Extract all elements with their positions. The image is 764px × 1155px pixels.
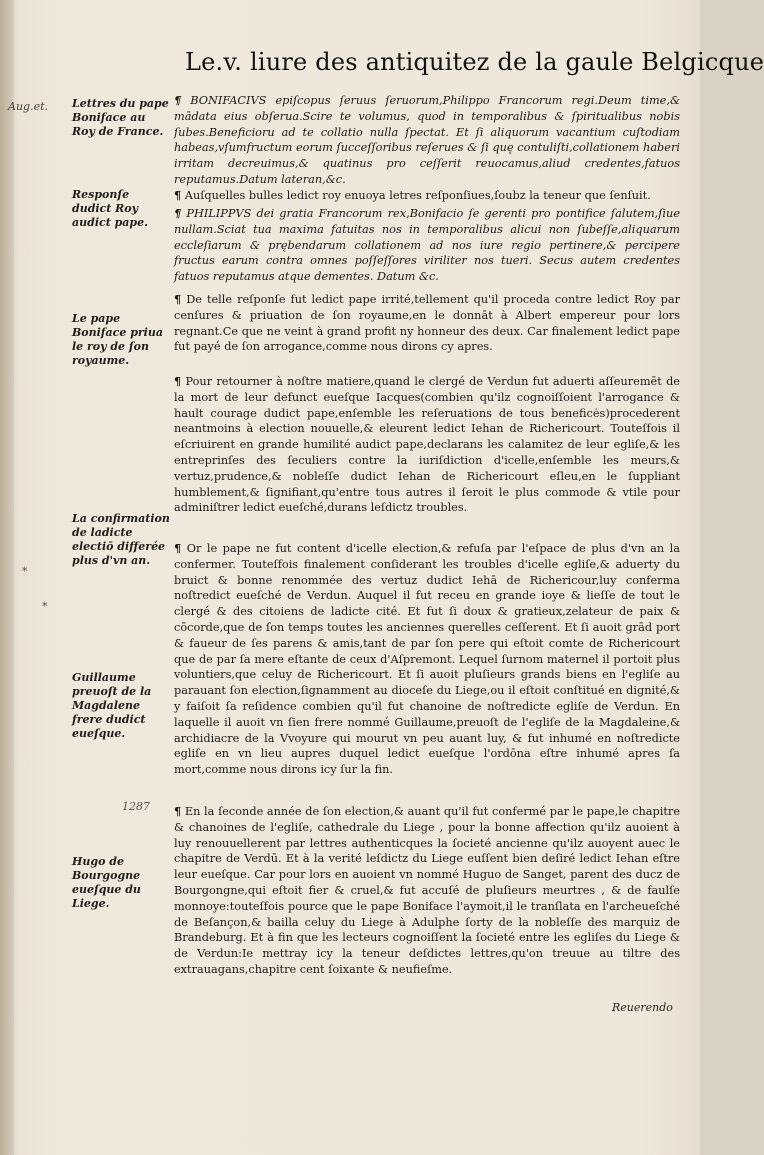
margin-note: Responſe dudict Roy audict pape. [72, 188, 148, 229]
margin-note: Guillaume preuoſt de la Magdalene frere dudict eueſque. [72, 671, 152, 740]
pilcrow-mark: ¶ [174, 206, 182, 220]
pilcrow-mark: ¶ [174, 804, 182, 818]
margin-note: Lettres du pape Boniface au Roy de France. [72, 97, 169, 138]
page-header-title: Le.v. liure des antiquitez de la gaule Belgicque [185, 48, 764, 76]
pilcrow-mark: ¶ [174, 292, 182, 306]
margin-note: Hugo de Bourgogne eueſque du Liege. [72, 855, 141, 910]
margin-mark: * [42, 600, 48, 613]
paragraph [174, 188, 680, 204]
handwritten-date-mark: 1287 [122, 800, 150, 813]
pilcrow-mark: ¶ [174, 188, 182, 202]
paragraph-text: Auſquelles bulles ledict roy enuoya letres reſponſiues,ſoubz la teneur que ſenſuit. [184, 189, 651, 202]
paragraph [174, 206, 680, 285]
pilcrow-mark: ¶ [174, 541, 182, 555]
catchword: Reuerendo [612, 1001, 673, 1014]
paragraph-text: Pour retourner à noſtre matiere,quand le clergé de Verdun fut aduerti aſſeuremēt de la mort de leur defunct eueſque Iacques(combien qu'ilz cognoiſſoient l'arrogance & hault courage dudict pape,enſemble les reſeruations de tous beneficės)procederent neantmoins à election nouuelle,& eleurent ledict Iehan de Richericourt. Touteſfois il eſcriuirent en grande humilité audict pape,declarans les calamitez de leur egliſe,& les entreprinſes des ſeculiers contre la iuriſdiction d'icelle,enſemble les meurs,& vertuz,prudence,& nobleſſe dudict Iehan de Richericourt eſleu,en le ſuppliant humblement,& ſignifiant,qu'entre tous autres il ſeroit le plus commode & vtile pour adminiſtrer ledict eueſché,durans leſdictz troubles. [174, 375, 680, 515]
paragraph-text: Or le pape ne fut content d'icelle election,& refuſa par l'eſpace de plus d'vn an la confermer. Touteſfois finalement conſiderant les troubles d'icelle egliſe,& aduerty du bruict & bonne renommée des vertuz dudict Iehā de Richericour,luy conferma noſtredict eueſché de Verdun. Auquel il fut receu en grande ioye & lieſſe de tout le clergé & des citoiens de ladicte cité. Et fut ſi doux & gratieux,zelateur de paix & cōcorde,que de ſon temps toutes les anciennes querelles ceſſerent. Et ſi auoit grād port & faueur de ſes parens & amis,tant de par ſon pere qui eſtoit comte de Richericourt que de par ſa mere eſtante de ceux d'Aſpremont. Lequel ſurnom maternel il portoit plus voluntiers,que celuy de Richericourt. Et ſi auoit pluſieurs grands biens en l'egliſe au parauant ſon election,ſignamment au dioceſe du Liege,ou il eſtoit conſtitué en dignité,& y faiſoit ſa reſidence combien qu'il fut chanoine de noſtredicte egliſe de Verdun. En laquelle il auoit vn ſien frere nommé Guillaume,preuoſt de l'egliſe de la Magdaleine,& archidiacre de la Vvoyure qui mourut vn peu auant luy, & fut inhumé en noſtredicte egliſe en vn lieu aupres duquel ledict eueſque l'ordōna eſtre inhumé apres ſa mort,comme nous dirons icy ſur la fin. [174, 542, 681, 777]
paragraph-text: PHILIPPVS dei gratia Francorum rex,Bonifacio ſe gerenti pro pontifice ſalutem,ſiue nullam.Sciat tua maxima fatuitas nos in temporalibus alicui non ſubeſſe,aliquarum eccleſiarum & prębendarum collationem ad nos iure regio pertinere,& percipere fructus earum contra omnes poſſeſſores viriliter nos tueri. Secus autem credentes fatuos reputamus atque dementes. Datum &c. [174, 207, 681, 284]
pilcrow-mark: ¶ [174, 93, 182, 107]
binding-gutter [0, 0, 14, 1155]
margin-note: La confirmation de ladicte electiō differée plus d'vn an. [72, 512, 170, 567]
paragraph-text: BONIFACIVS epiſcopus ſeruus ſeruorum,Philippo Francorum regi.Deum time,& mādata eius obſerua.Scire te volumus, quod in temporalibus & ſpiritualibus nobis ſubes.Beneficioru ad te collatio nulla ſpectat. Et ſi aliquorum vacantium cuſtodiam habeas,vſumfructum eorum ſucceſſoribus reſerues & ſi quę contuliſti,collationem haberi irritam decreuimus,& quatinus pro ceſſerit reuocamus,aliud credentes,fatuos reputamus.Datum lateran,&c. [174, 94, 680, 186]
margin-note: Le pape Boniface priua le roy de ſon royaume. [72, 312, 163, 367]
paragraph-text: De telle reſponſe fut ledict pape irrité,tellement qu'il proceda contre ledict Roy par cenſures & priuation de ſon royaume,en le donnāt à Albert empereur pour lors regnant.Ce que ne veint à grand profit ny honneur des deux. Car finalement ledict pape fut payé de ſon arrogance,comme nous dirons cy apres. [174, 293, 681, 354]
paragraph [174, 374, 680, 516]
handwritten-margin-annotation: Aug.et. [8, 100, 48, 113]
pilcrow-mark: ¶ [174, 374, 182, 388]
paragraph [174, 804, 680, 978]
paragraph [174, 93, 680, 188]
paragraph [174, 541, 680, 778]
paragraph-text: En la ſeconde année de ſon election,& auant qu'il fut confermé par le pape,le chapitre & chanoines de l'egliſe, cathedrale du Liege , pour la bonne affection qu'ilz auoient à luy renouuellerent par lettres authenticques la ſocieté ancienne qu'ilz auoyent auec le chapitre de Verdū. Et à la verité leſdictz du Liege euſſent bien deſiré ledict Iehan eſtre leur eueſque. Car pour lors en auoient vn nommé Huguo de Sanget, parent des ducz de Bourgongne,qui eſtoit fier & cruel,& fut accuſé de pluſieurs meurtres , & de faulſe monnoye:touteſfois pource que le pape Boniface l'aymoit,il le tranſlata en l'archeueſché de Beſançon,& bailla celuy du Liege à Adulphe ſorty de la nobleſſe des marquiz de Brandeburg. Et à fin que les lecteurs cognoiſſent la ſocieté entre les egliſes du Liege & de Verdun:Ie mettray icy la teneur deſdictes lettres,qu'on treuue au tiltre des extrauagans,chapitre cent ſoixante & neufieſme. [174, 805, 681, 976]
margin-mark: * [22, 565, 28, 578]
paragraph [174, 292, 680, 355]
